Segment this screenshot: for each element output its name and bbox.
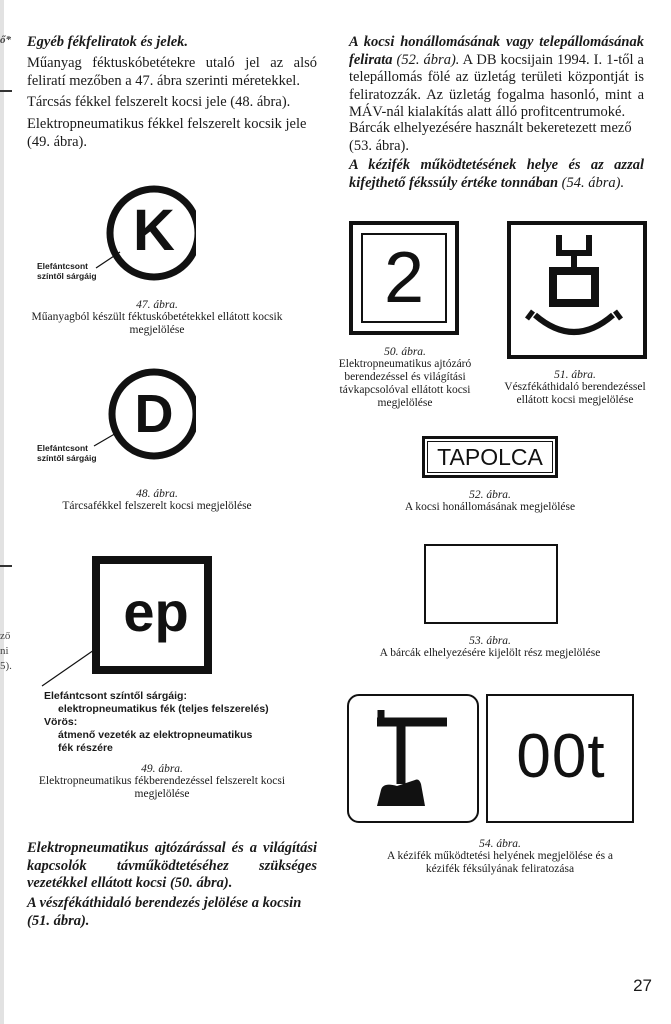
figure-caption: Elektropneumatikus ajtózáró berendezéssel és világítási távkapcsolóval ellátott kocsi megjelölése <box>338 358 472 409</box>
legend-line: fék részére <box>58 742 113 754</box>
paragraph: Elektropneumatikus ajtózárással és a világítási kapcsolók távműködtetéséhez szükséges vezetékkel ellátott kocsi (50. ábra). <box>27 840 317 891</box>
section-heading: Egyéb fékfeliratok és jelek. <box>27 34 189 50</box>
brake-weight-value: 00t <box>516 722 606 791</box>
paragraph <box>349 34 644 122</box>
figure-number: 54. ábra. <box>479 838 521 850</box>
margin-fragment: 5). <box>0 660 12 672</box>
figure-caption: Vészfékáthidaló berendezéssel ellátott kocsi megjelölése <box>504 381 646 406</box>
figure-caption: A kézifék működtetési helyének megjelölése és a kézifék féksúlyának feliratozása <box>386 850 614 875</box>
color-label: Elefántcsont <box>37 443 89 453</box>
color-label: színtől sárgáig <box>37 453 97 463</box>
figure-number: 51. ábra. <box>554 369 596 381</box>
figure-caption: Elektropneumatikus fékberendezéssel felszerelt kocsi megjelölése <box>38 775 286 800</box>
figure-number: 47. ábra. <box>136 299 178 311</box>
label-placement-frame <box>424 544 558 624</box>
legend-line: Elefántcsont színtől sárgáig: <box>44 690 187 702</box>
margin-fragment: ző <box>0 630 11 642</box>
edge-rule <box>0 565 12 567</box>
letters-ep: ep <box>123 580 189 643</box>
legend-line: Vörös: <box>44 716 78 728</box>
paragraph: Műanyag féktuskóbetétekre utaló jel az alsó feliratí mezőben a 47. ábra szerinti méretekkel. <box>27 55 317 89</box>
emergency-brake-bypass-icon <box>513 227 641 351</box>
figure-reference: (54. ábra). <box>561 174 625 191</box>
letter-k: K <box>133 198 175 263</box>
paragraph-text: A DB kocsijain 1994. I. 1-től a telepállomás fölé az üzletág területi központját is feliratozzák. Az üzletág fogalma hasonló, mint a MÁV-nál kialakítás alatt álló profitcentrumoké. <box>349 51 644 120</box>
margin-fragment: ni <box>0 645 9 657</box>
figure-number: 53. ábra. <box>469 635 511 647</box>
paragraph: Bárcák elhelyezésére használt bekeretezett mező (53. ábra). <box>349 120 632 154</box>
paragraph <box>349 157 644 192</box>
margin-fragment: ő* <box>0 34 11 46</box>
figure-number: 48. ábra. <box>136 488 178 500</box>
legend-line: átmenő vezeték az elektropneumatikus <box>58 729 253 741</box>
figure-number: 50. ábra. <box>384 346 426 358</box>
paragraph-emphasis: A kézifék működtetésének helye és az azzal kifejthető fékssúly értéke tonnában <box>349 157 644 191</box>
figure-caption: A kocsi honállomásának megjelölése <box>404 501 576 513</box>
page-number: 27 <box>633 976 652 995</box>
figure-reference: (52. ábra). <box>396 51 460 68</box>
paragraph-emphasis: A kocsi honállomásának vagy telepállomásának felirata <box>349 34 644 68</box>
legend-line: elektropneumatikus fék (teljes felszerelés) <box>58 703 269 715</box>
digit-2: 2 <box>383 238 425 318</box>
leader-line <box>42 650 94 686</box>
paragraph: A vészfékáthidaló berendezés jelölése a kocsin (51. ábra). <box>27 895 302 929</box>
handbrake-icon <box>347 694 479 823</box>
color-label: Elefántcsont <box>37 261 89 271</box>
paragraph: Elektropneumatikus fékkel felszerelt kocsik jele (49. ábra). <box>27 116 307 150</box>
figure-caption: Műanyagból készült féktuskóbetétekkel ellátott kocsik megjelölése <box>31 311 283 336</box>
figure-number: 49. ábra. <box>141 763 183 775</box>
figure-caption: A bárcák elhelyezésére kijelölt rész megjelölése <box>379 647 601 659</box>
letter-d: D <box>134 384 174 444</box>
station-name: TAPOLCA <box>437 444 543 470</box>
color-label: színtől sárgáig <box>37 271 97 281</box>
figure-caption: Tárcsafékkel felszerelt kocsi megjelölése <box>62 500 252 512</box>
edge-rule <box>0 90 12 92</box>
paragraph: Tárcsás fékkel felszerelt kocsi jele (48. ábra). <box>27 94 291 110</box>
page-edge <box>0 0 4 1024</box>
figure-number: 52. ábra. <box>469 489 511 501</box>
